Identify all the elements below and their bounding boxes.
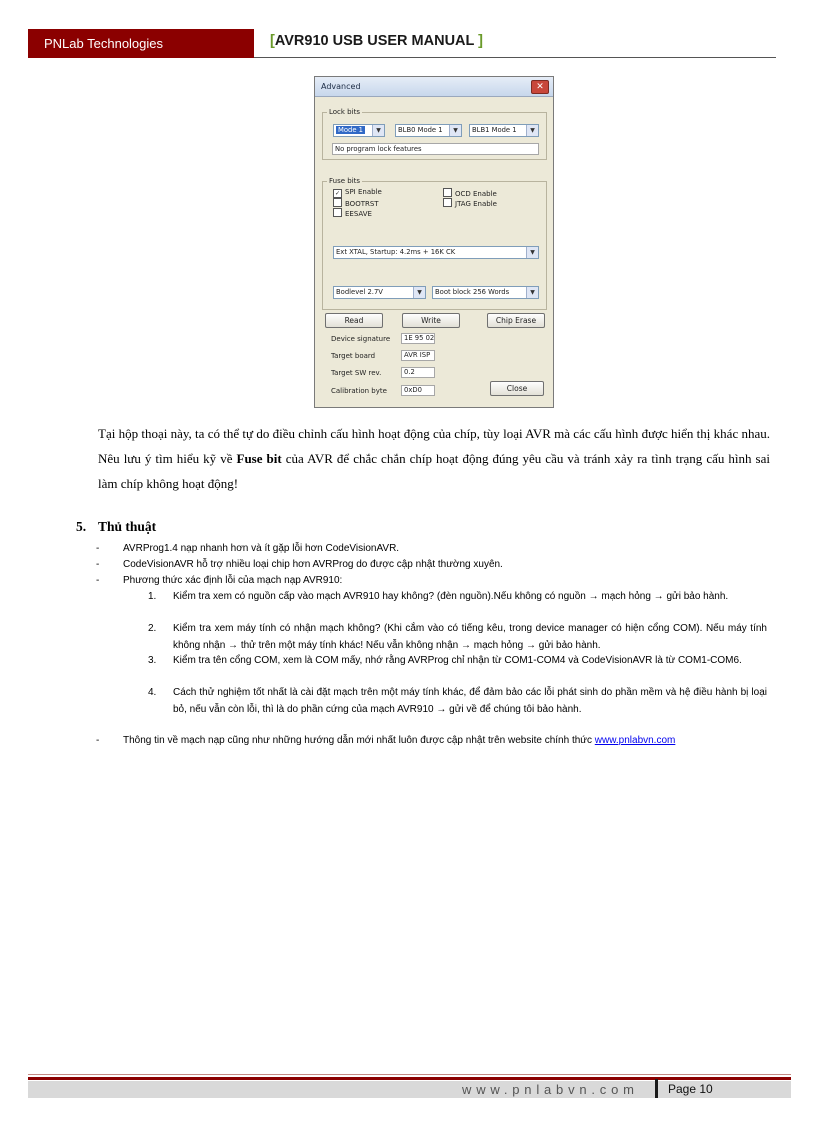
fuse-bits-group: [322, 177, 547, 310]
clock-value: Ext XTAL, Startup: 4.2ms + 16K CK: [336, 248, 456, 256]
bullet-text: Phương thức xác định lỗi của mạch nạp AVR910:: [123, 575, 343, 586]
checkbox-box-icon: [333, 208, 342, 217]
spi-enable-checkbox[interactable]: [333, 188, 382, 198]
chevron-down-icon: ▼: [372, 125, 384, 136]
lock-status: No program lock features: [332, 143, 539, 155]
target-board-label: Target board: [331, 352, 376, 360]
step-number: 4.: [148, 687, 157, 698]
checkbox-label: BOOTRST: [345, 200, 379, 208]
blb1-select[interactable]: [469, 124, 539, 137]
footer-url: www.pnlabvn.com: [462, 1082, 639, 1097]
chevron-down-icon: ▼: [526, 247, 538, 258]
fuse-bits-label: Fuse bits: [329, 177, 361, 185]
boot-block-select[interactable]: [432, 286, 539, 299]
bullet-text: [123, 735, 675, 746]
bullet-dash: -: [96, 735, 100, 746]
chevron-down-icon: ▼: [449, 125, 461, 136]
calibration-label: Calibration byte: [331, 387, 387, 395]
boot-block-value: Boot block 256 Words: [435, 288, 510, 296]
ocd-enable-checkbox[interactable]: [443, 188, 497, 198]
para-bold: Fuse bit: [236, 451, 282, 466]
bullet-dash: -: [96, 543, 100, 554]
step-text: Cách thử nghiệm tốt nhất là cài đặt mạch trên một máy tính khác, để đảm bảo các lỗi phát sinh do phần mềm và hệ điều hành bị loại bỏ, nếu vẫn còn lỗi, thì là do phần cứng của mạch AVR910 → gửi về để chúng tôi bảo hành.: [173, 687, 767, 715]
section-title: Thủ thuật: [98, 519, 157, 534]
header-divider: [254, 57, 776, 58]
checkbox-label: SPI Enable: [345, 188, 382, 196]
intro-paragraph: [98, 421, 770, 496]
checkbox-label: EESAVE: [345, 210, 372, 218]
website-link[interactable]: www.pnlabvn.com: [594, 735, 676, 746]
blb1-value: BLB1 Mode 1: [472, 126, 517, 134]
blb0-select[interactable]: [395, 124, 462, 137]
target-sw-label: Target SW rev.: [331, 369, 382, 377]
lock-bits-label: Lock bits: [329, 108, 360, 116]
manual-title: AVR910 USB USER MANUAL: [274, 33, 475, 49]
chip-erase-button[interactable]: Chip Erase: [487, 313, 545, 328]
para-text-1: Tại hộp thoại này, ta có thể tự do điều chỉnh cấu hình hoạt động của chíp, tùy loại AVR mà các cấu hình được hiển thị khác nhau. Nêu lưu ý tìm hiểu kỹ về: [98, 426, 770, 466]
read-button[interactable]: Read: [325, 313, 383, 328]
calibration-value: 0xD0: [401, 385, 435, 396]
footer-rule-thick: [28, 1077, 791, 1080]
step-number: 1.: [148, 591, 157, 602]
checkbox-box-icon: [333, 198, 342, 207]
lock-mode-value: Mode 1: [338, 126, 364, 134]
bullet-text: CodeVisionAVR hỗ trợ nhiều loại chip hơn AVRProg do được cập nhật thường xuyên.: [123, 559, 503, 570]
bullet-text: AVRProg1.4 nạp nhanh hơn và ít gặp lỗi hơn CodeVisionAVR.: [123, 543, 400, 554]
checkbox-box-icon: [443, 198, 452, 207]
step-text: Kiểm tra xem máy tính có nhận mạch không? (Khi cắm vào có tiếng kêu, trong device manager có hiện cổng COM). Nếu máy tính không nhận → thử trên một máy tính khác! Nếu vẫn không nhận → mạch hỏng → gửi bảo hành.: [173, 623, 767, 651]
bullet-dash: -: [96, 559, 100, 570]
footer-rule-thin: [28, 1074, 791, 1075]
close-button[interactable]: Close: [490, 381, 544, 396]
step-number: 3.: [148, 655, 157, 666]
checkbox-label: OCD Enable: [455, 190, 497, 198]
check-icon: ✓: [334, 190, 341, 197]
para-text-2: của AVR để chắc chắn chíp hoạt động đúng yêu cầu và tránh xảy ra tình trạng cấu hình sai làm chíp không hoạt động!: [98, 451, 770, 491]
dialog-titlebar: [315, 77, 553, 97]
checkbox-label: JTAG Enable: [455, 200, 497, 208]
dialog-title: Advanced: [321, 82, 361, 91]
write-button[interactable]: Write: [402, 313, 460, 328]
lock-mode-select[interactable]: [333, 124, 385, 137]
bootrst-checkbox[interactable]: [333, 198, 379, 208]
jtag-enable-checkbox[interactable]: [443, 198, 497, 208]
last-bullet-text: Thông tin về mạch nạp cũng như những hướng dẫn mới nhất luôn được cập nhật trên website chính thức: [123, 735, 595, 746]
header-company: PNLab Technologies: [28, 29, 254, 58]
bracket-open: [: [270, 33, 275, 49]
bullet-dash: -: [96, 575, 100, 586]
lock-bits-group: [322, 108, 547, 160]
bracket-close: ]: [474, 33, 483, 49]
target-board-value: AVR ISP: [401, 350, 435, 361]
advanced-dialog: [314, 76, 554, 408]
device-signature-value: 1E 95 02: [401, 333, 435, 344]
device-signature-label: Device signature: [331, 335, 391, 343]
header-title: [270, 33, 483, 49]
step-text: Kiểm tra xem có nguồn cấp vào mạch AVR910 hay không? (đèn nguồn).Nếu không có nguồn → mạch hỏng → gửi bảo hành.: [173, 591, 729, 602]
eesave-checkbox[interactable]: [333, 208, 372, 218]
chevron-down-icon: ▼: [526, 287, 538, 298]
footer-separator: [655, 1079, 658, 1098]
step-text: Kiểm tra tên cổng COM, xem là COM mấy, nhớ rằng AVRProg chỉ nhận từ COM1-COM4 và CodeVisionAVR là từ COM1-COM6.: [173, 655, 742, 666]
chevron-down-icon: ▼: [526, 125, 538, 136]
blb0-value: BLB0 Mode 1: [398, 126, 443, 134]
bodlevel-value: Bodlevel 2.7V: [336, 288, 383, 296]
step-number: 2.: [148, 623, 157, 634]
target-sw-value: 0.2: [401, 367, 435, 378]
section-heading: [76, 519, 156, 535]
bodlevel-select[interactable]: [333, 286, 426, 299]
clock-select[interactable]: [333, 246, 539, 259]
page-number: Page 10: [668, 1082, 713, 1096]
close-icon[interactable]: ✕: [531, 80, 549, 94]
chevron-down-icon: ▼: [413, 287, 425, 298]
checkbox-box-icon: [443, 188, 452, 197]
section-number: 5.: [76, 519, 87, 534]
